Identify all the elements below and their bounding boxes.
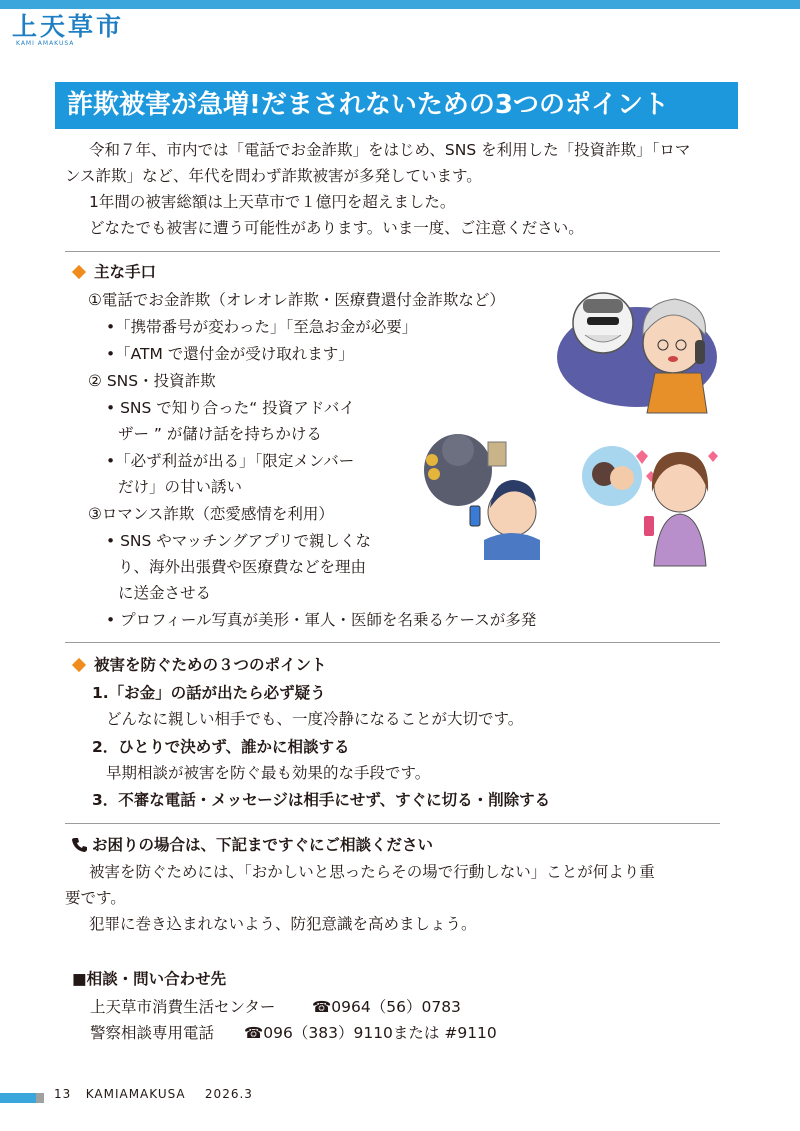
magazine-name: KAMIAMAKUSA — [85, 1087, 186, 1101]
scammer-call-illustration — [555, 285, 725, 415]
city-logo — [12, 14, 124, 47]
method-line: だけ」の甘い誘い — [118, 478, 243, 496]
consult-heading-text: お困りの場合は、下記まですぐにご相談ください — [92, 836, 434, 854]
method-line: • SNS やマッチングアプリで親しくな — [106, 532, 371, 550]
method-line: に送金させる — [118, 584, 212, 602]
footer — [54, 1087, 253, 1101]
romance-scam-illustration — [578, 440, 723, 570]
diamond-bullet-icon — [72, 265, 86, 279]
point-title: 2．ひとりで決めず、誰かに相談する — [92, 738, 350, 756]
point-description: どんなに親しい相手でも、一度冷静になることが大切です。 — [106, 710, 524, 728]
page-title: 詐欺被害が急増!だまされないための3つのポイント — [55, 82, 738, 129]
method-line: ①電話でお金詐欺（オレオレ詐欺・医療費還付金詐欺など） — [88, 291, 505, 309]
investment-scam-illustration — [418, 420, 558, 560]
contact-name: 上天草市消費生活センター — [90, 998, 276, 1016]
divider — [65, 251, 720, 252]
intro-line: 令和７年、市内では「電話でお金詐欺」をはじめ、SNS を利用した「投資詐欺」「ロマ — [89, 141, 691, 159]
points-heading-text: 被害を防ぐための３つのポイント — [94, 656, 327, 674]
logo-subtext: KAMI AMAKUSA — [16, 40, 75, 47]
intro-paragraph — [65, 137, 725, 241]
contact-phone: ☎0964（56）0783 — [312, 998, 461, 1016]
contact-name: 警察相談専用電話 — [90, 1024, 215, 1042]
method-line: •「携帯番号が変わった」「至急お金が必要」 — [106, 318, 418, 336]
points-heading — [72, 654, 327, 676]
footer-accent-bar-gray — [36, 1093, 44, 1103]
methods-heading — [72, 261, 156, 283]
method-line: • プロフィール写真が美形・軍人・医師を名乗るケースが多発 — [106, 611, 537, 629]
method-line: • SNS で知り合った“ 投資アドバイ — [106, 399, 355, 417]
page-number: 13 — [54, 1087, 72, 1101]
consult-paragraph — [65, 859, 725, 937]
contact-phone: ☎096（383）9110または #9110 — [244, 1024, 497, 1042]
intro-line: ンス詐欺」など、年代を問わず詐欺被害が多発しています。 — [65, 167, 482, 185]
method-line: ② SNS・投資詐欺 — [88, 372, 216, 390]
point-title: 1.「お金」の話が出たら必ず疑う — [92, 684, 326, 702]
consult-line: 被害を防ぐためには、「おかしいと思ったらその場で行動しない」ことが何より重 — [89, 863, 655, 881]
consult-line: 要です。 — [65, 889, 126, 907]
top-accent-bar — [0, 0, 800, 9]
phone-icon — [72, 837, 88, 853]
method-line: り、海外出張費や医療費などを理由 — [118, 558, 367, 576]
divider — [65, 642, 720, 643]
contacts-heading: ■相談・問い合わせ先 — [72, 970, 227, 988]
method-line: ③ロマンス詐欺（恋愛感情を利用） — [88, 505, 334, 523]
intro-line: どなたでも被害に遭う可能性があります。いま一度、ご注意ください。 — [89, 219, 584, 237]
point-title: 3．不審な電話・メッセージは相手にせず、すぐに切る・削除する — [92, 791, 551, 809]
intro-line: 1年間の被害総額は上天草市で１億円を超えました。 — [89, 193, 456, 211]
methods-heading-text: 主な手口 — [94, 263, 157, 281]
consult-line: 犯罪に巻き込まれないよう、防犯意識を高めましょう。 — [89, 915, 477, 933]
point-description: 早期相談が被害を防ぐ最も効果的な手段です。 — [106, 764, 431, 782]
issue-date: 2026.3 — [204, 1087, 253, 1101]
method-line: •「必ず利益が出る」「限定メンバー — [106, 452, 355, 470]
consult-heading — [72, 834, 433, 856]
logo-text: 上天草市 — [12, 12, 125, 41]
divider — [65, 823, 720, 824]
diamond-bullet-icon — [72, 658, 86, 672]
method-line: •「ATM で還付金が受け取れます」 — [106, 345, 354, 363]
method-line: ザー ” が儲け話を持ちかける — [118, 425, 322, 443]
